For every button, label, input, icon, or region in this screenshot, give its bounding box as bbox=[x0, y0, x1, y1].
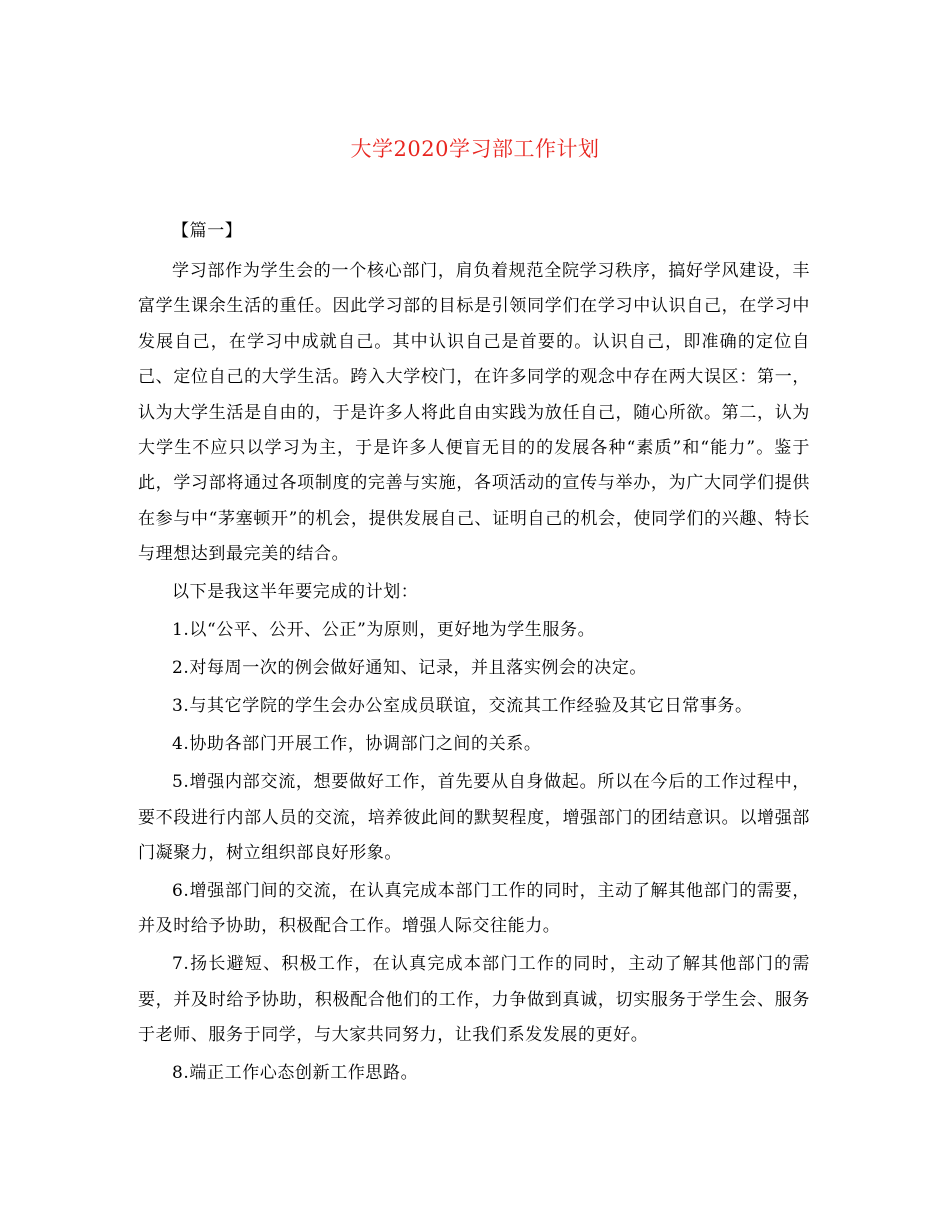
list-item: 1.以“公平、公开、公正”为原则，更好地为学生服务。 bbox=[172, 620, 596, 641]
list-item: 7.扬长避短、积极工作，在认真完成本部门工作的同时，主动了解其他部门的需要，并及时给予协助，积极配合他们的工作，力争做到真诚，切实服务于学生会、服务于老师、服务于同学，与大家共同努力，让我们系发发展的更好。 bbox=[138, 954, 810, 1046]
section-heading: 【篇一】 bbox=[172, 221, 243, 241]
document-body bbox=[138, 216, 810, 1092]
list-item: 8.端正工作心态创新工作思路。 bbox=[172, 1063, 419, 1084]
document-title: 大学2020学习部工作计划 bbox=[350, 137, 600, 161]
list-item: 5.增强内部交流，想要做好工作，首先要从自身做起。所以在今后的工作过程中，要不段进行内部人员的交流，培养彼此间的默契程度，增强部门的团结意识。以增强部门凝聚力，树立组织部良好形象。 bbox=[138, 772, 810, 864]
list-item: 4.协助各部门开展工作，协调部门之间的关系。 bbox=[172, 734, 542, 755]
paragraph: 学习部作为学生会的一个核心部门，肩负着规范全院学习秩序，搞好学风建设，丰富学生课余生活的重任。因此学习部的目标是引领同学们在学习中认识自己，在学习中发展自己，在学习中成就自己。其中认识自己是首要的。认识自己，即准确的定位自己、定位自己的大学生活。跨入大学校门，在许多同学的观念中存在两大误区：第一，认为大学生活是自由的，于是许多人将此自由实践为放任自己，随心所欲。第二，认为大学生不应只以学习为主，于是许多人便盲无目的的发展各种“素质”和“能力”。鉴于此，学习部将通过各项制度的完善与实施，各项活动的宣传与举办，为广大同学们提供在参与中“茅塞顿开”的机会，提供发展自己、证明自己的机会，使同学们的兴趣、特长与理想达到最完美的结合。 bbox=[138, 261, 810, 565]
list-item: 6.增强部门间的交流，在认真完成本部门工作的同时，主动了解其他部门的需要，并及时给予协助，积极配合工作。增强人际交往能力。 bbox=[138, 881, 810, 937]
list-item: 3.与其它学院的学生会办公室成员联谊，交流其工作经验及其它日常事务。 bbox=[172, 696, 753, 717]
list-item: 2.对每周一次的例会做好通知、记录，并且落实例会的决定。 bbox=[172, 658, 648, 679]
paragraph: 以下是我这半年要完成的计划： bbox=[172, 582, 419, 603]
